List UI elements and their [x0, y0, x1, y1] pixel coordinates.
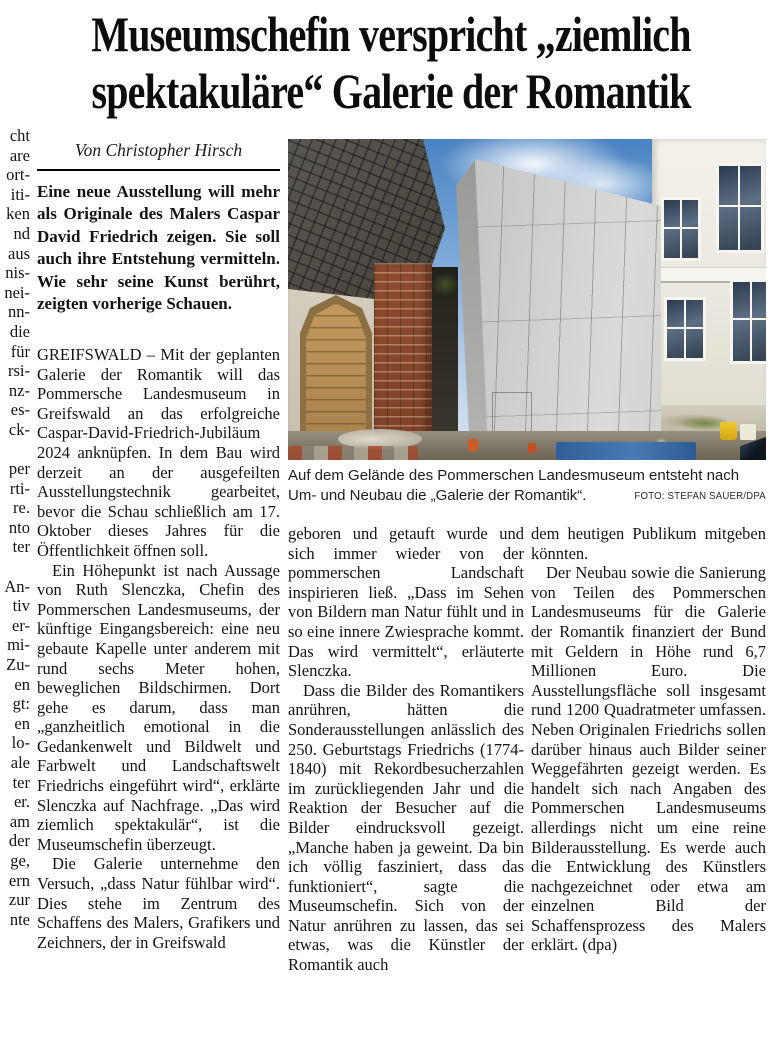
adjacent-column-fragment: ale	[10, 753, 30, 772]
adjacent-column-fragment: ter	[12, 537, 30, 557]
adjacent-column-fragment: er.	[13, 792, 30, 812]
adjacent-column-fragment: für	[10, 341, 30, 361]
adjacent-column-fragment: en	[14, 674, 30, 694]
body-column-2	[288, 524, 524, 1014]
adjacent-column-fragment: rsi-	[8, 361, 30, 381]
article-photo	[288, 139, 766, 460]
body-paragraph: dem heutigen Publikum mitgeben könnten.	[531, 524, 766, 563]
body-column-3	[531, 524, 766, 1014]
adjacent-column-fragment: ern	[8, 870, 30, 890]
photo-blue-tarp	[556, 442, 696, 460]
body-paragraph: Der Neubau sowie die Sanierung von Teilen des Pommerschen Landesmuseums für die Galerie der Romantik finanziert der Bund mit Geldern in Höhe rund 6,7 Millionen Euro. Die Ausstellungsfläche soll insgesamt rund 1200 Quadratmeter umfassen. Neben Originalen Friedrichs sollen darüber hinaus auch Bilder seiner Weggefährten gezeigt werden. Es handelt sich nach Angaben des Pommerschen Landesmuseums allerdings nicht um eine reine Bilderausstellung. Es werde auch die Entwicklung des Künstlers nachgezeichnet oder etwa am einzelnen Bild der Schaffensprozess des Malers erklärt. (dpa)	[531, 563, 766, 955]
adjacent-column-fragment: nd	[13, 223, 30, 243]
adjacent-column-fragment: An-	[4, 576, 30, 596]
adjacent-column-fragment: nz-	[8, 380, 30, 400]
adjacent-column-fragment: ken	[6, 204, 30, 224]
adjacent-column-fragment: lo-	[11, 733, 30, 753]
adjacent-column-fragment: Zu-	[6, 655, 30, 675]
adjacent-column-fragment: nto	[8, 517, 30, 537]
photo-brick-pillar	[374, 263, 432, 441]
adjacent-column-fragment: tiv	[12, 596, 30, 616]
adjacent-column-fragment: are	[9, 145, 30, 165]
body-paragraph: Die Galerie unternehme den Versuch, „dass Natur fühlbar wird“. Dies stehe im Zentrum des Schaffens des Malers, Grafikers und Zeichners, der in Greifswald	[37, 854, 280, 952]
adjacent-column-fragment: gt:	[12, 694, 30, 714]
photo-boarded-gothic-door	[306, 303, 366, 441]
photo-caption-text: Auf dem Gelände des Pommerschen Landesmuseum entsteht nach Um- und Neubau die „Galerie der Romantik“.	[288, 467, 740, 504]
lede-paragraph: Eine neue Ausstellung will mehr als Originale des Malers Caspar David Friedrich zeigen. Sie soll auch ihre Entstehung vermitteln. Wie sehr seine Kunst berührt, zeigten vorherige Schauen.	[37, 182, 280, 314]
adjacent-column-fragment: rti-	[9, 478, 30, 498]
photo-window	[661, 197, 701, 261]
adjacent-column-fragment: re.	[13, 498, 30, 518]
headline-line: Museumschefin verspricht „ziemlich	[91, 6, 691, 62]
adjacent-column-fragment: er-	[12, 615, 30, 635]
adjacent-column-fragment: iti-	[10, 184, 30, 204]
body-paragraph: Ein Höhepunkt ist nach Aussage von Ruth Slenczka, Chefin des Pommerschen Landesmuseums, der künftige Eingangsbereich: eine neu gebaute Kapelle unter anderem mit rund sechs Meter hohen, beweglichen Bildschirmen. Dort gehe es darum, dass man „ganzheitlich emotional in die Gedankenwelt und Bildwelt und Farbwelt und Landschaftswelt Friedrichs eingeführt wird“, erklärte Slenczka auf Nachfrage. „Das wird ziemlich spektakulär“, ist die Museumschefin überzeugt.	[37, 560, 280, 854]
adjacent-column-fragment: nis-	[5, 263, 30, 283]
photo-rubble-bricks	[288, 446, 418, 460]
photo-yellow-bucket	[720, 422, 737, 440]
adjacent-column-fragment	[0, 557, 30, 577]
adjacent-column-fragment: nei-	[4, 282, 30, 302]
body-column-1	[37, 345, 280, 995]
photo-orange-debris	[468, 439, 478, 451]
adjacent-column-fragment: nte	[9, 909, 30, 929]
photo-window	[730, 279, 766, 364]
adjacent-column-fragment: am	[9, 811, 30, 831]
photo-shadow-gap	[432, 267, 458, 441]
body-paragraph: geboren und getauft wurde und sich immer wieder von der pommerschen Landschaft inspirieren ließ. „Dass im Sehen von Bildern man Natur fühlt und in so eine innere Zwiesprache kommt. Das wird vermittelt“, erläuterte Slenczka.	[288, 524, 524, 681]
byline: Von Christopher Hirsch	[74, 140, 243, 160]
headline	[0, 6, 782, 120]
photo-white-bucket	[740, 424, 756, 440]
adjacent-column-fragment: ort-	[6, 165, 30, 185]
byline-rule	[37, 169, 280, 171]
photo-window	[664, 297, 706, 361]
adjacent-column-fragments	[0, 126, 30, 956]
adjacent-column-fragment: es-	[10, 400, 30, 420]
adjacent-column-fragment: cht	[9, 126, 30, 145]
adjacent-column-fragment: der	[8, 831, 30, 851]
photo-window	[716, 163, 764, 253]
adjacent-column-fragment	[0, 440, 30, 460]
photo-credit: FOTO: STEFAN SAUER/DPA	[634, 490, 766, 502]
adjacent-column-fragment: nn-	[8, 302, 30, 322]
adjacent-column-fragment: per	[8, 459, 30, 479]
adjacent-column-fragment: aus	[8, 243, 30, 263]
adjacent-column-fragment: zur	[8, 890, 30, 910]
headline-line: spektakuläre“ Galerie der Romantik	[91, 63, 691, 119]
adjacent-column-fragment: ck-	[8, 419, 30, 439]
adjacent-column-fragment: mi-	[7, 635, 30, 655]
adjacent-column-fragment: ter	[12, 772, 30, 792]
body-paragraph: Dass die Bilder des Romantikers anrühren, hätten die Sonderausstellungen anlässlich des 250. Geburtstags Friedrichs (1774-1840) mit Rekordbesucherzahlen im zurückliegenden Jahr und die Reaktion der Besucher auf die Bilder eindrucksvoll gezeigt. „Manche haben ja geweint. Da bin ich völlig fasziniert, dass das funktioniert“, sagte die Museumschefin. Sich von der Natur anrühren zu lassen, das sei etwas, was die Künstler der Romantik auch	[288, 680, 524, 975]
photo-orange-debris	[528, 443, 536, 453]
body-paragraph: GREIFSWALD – Mit der geplanten Galerie der Romantik will das Pommersche Landesmuseum in Greifswald an das erfolgreiche Caspar-David-Friedrich-Jubiläum 2024 anknüpfen. In dem Bau wird derzeit an der ausgefeilten Ausstellungstechnik gearbeitet, bevor die Schau schließlich am 17. Oktober dieses Jahres für die Öffentlichkeit öffnen soll.	[37, 345, 280, 560]
photo-caption	[288, 466, 766, 505]
adjacent-column-fragment: die	[9, 321, 30, 341]
adjacent-column-fragment: en	[14, 713, 30, 733]
adjacent-column-fragment: ge,	[10, 850, 30, 870]
